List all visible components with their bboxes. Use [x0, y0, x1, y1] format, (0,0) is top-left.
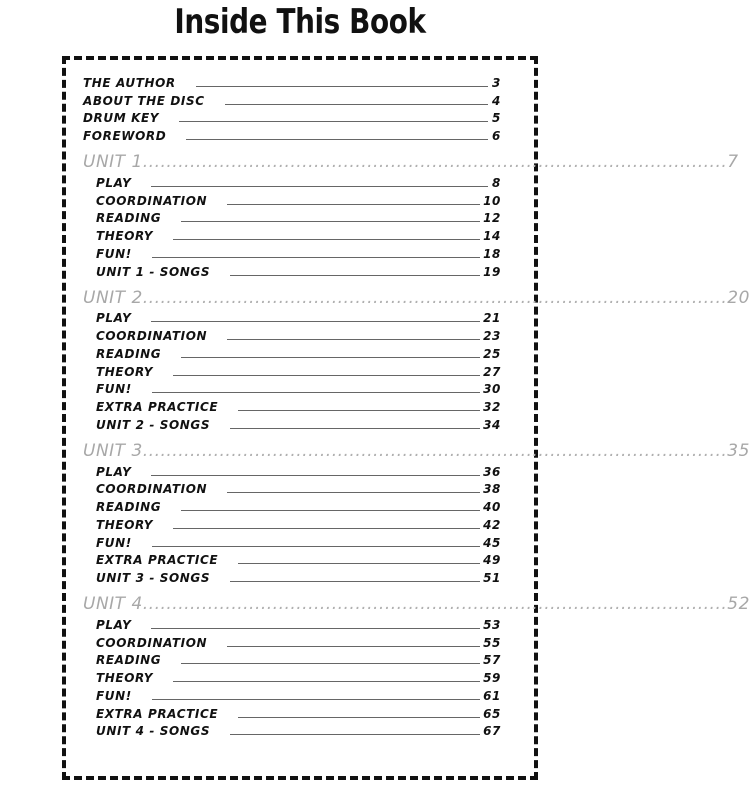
unit-heading-dots: ...................................................................................................: [142, 152, 728, 172]
toc-entry-reading[interactable]: [83, 208, 501, 226]
toc-leader-line: [181, 221, 480, 222]
toc-entry-page: 8: [492, 175, 501, 190]
unit-heading-page: 35: [727, 440, 750, 461]
toc-leader-line: [173, 528, 480, 529]
toc-entry-page: 30: [483, 382, 501, 397]
unit-2-section: [83, 287, 750, 432]
page-title: Inside This Book: [174, 2, 426, 42]
unit-heading-page: 52: [727, 594, 750, 614]
toc-leader-line: [152, 546, 480, 547]
toc-entry-label: FUN!: [96, 246, 132, 261]
toc-entry-page: 38: [483, 482, 501, 497]
toc-entry-label: ABOUT THE DISC: [83, 93, 205, 108]
toc-entry-page: 61: [483, 688, 501, 703]
unit-heading-dots: ...................................................................................................: [142, 594, 728, 614]
toc-entry-page: 14: [483, 229, 501, 243]
toc-entry-label: READING: [96, 653, 162, 668]
toc-leader-line: [230, 275, 480, 276]
toc-entry-reading[interactable]: [83, 496, 501, 514]
toc-entry-label: READING: [96, 211, 162, 226]
toc-entry-page: 6: [492, 129, 501, 143]
unit-heading-page: 7: [727, 152, 739, 172]
toc-entry-fun[interactable]: [83, 243, 501, 261]
toc-leader-line: [151, 628, 480, 629]
toc-entry-play[interactable]: [83, 308, 501, 326]
toc-leader-line: [173, 239, 480, 240]
toc-leader-line: [238, 410, 480, 411]
unit-1-section: [83, 151, 739, 279]
toc-entry-label: FOREWORD: [83, 129, 167, 143]
toc-leader-line: [227, 646, 480, 647]
toc-entry-page: 19: [483, 264, 501, 279]
front-matter-section: [83, 72, 501, 143]
toc-entry-label: FUN!: [96, 688, 132, 703]
toc-entry-page: 36: [483, 464, 501, 479]
toc-entry-page: 45: [483, 535, 501, 550]
toc-entry-label: PLAY: [96, 311, 132, 326]
toc-entry-page: 12: [483, 211, 501, 226]
unit-heading-dots: ...................................................................................................: [142, 440, 728, 461]
toc-entry-page: 32: [483, 400, 501, 414]
toc-entry-label: THEORY: [96, 364, 154, 379]
toc-entry-unit-songs[interactable]: [83, 567, 501, 585]
toc-entry-page: 42: [483, 517, 501, 532]
toc-entry-theory[interactable]: [83, 514, 501, 532]
toc-entry-coordination[interactable]: [83, 479, 501, 497]
toc-entry-extra-practice[interactable]: [83, 396, 501, 414]
toc-entry-label: DRUM KEY: [83, 111, 160, 126]
toc-entry-label: THEORY: [96, 671, 154, 685]
toc-entry-page: 65: [483, 706, 501, 721]
toc-entry-reading[interactable]: [83, 650, 501, 668]
toc-entry-play[interactable]: [83, 172, 501, 190]
toc-entry-extra-practice[interactable]: [83, 703, 501, 721]
toc-leader-line: [238, 563, 480, 564]
toc-entry-page: 25: [483, 346, 501, 361]
toc-entry-label: UNIT 3 - SONGS: [96, 571, 211, 585]
toc-entry-label: COORDINATION: [96, 482, 208, 497]
toc-leader-line: [186, 139, 488, 140]
unit-2-heading[interactable]: [83, 287, 750, 308]
unit-4-heading[interactable]: [83, 593, 750, 614]
toc-entry-page: 34: [483, 417, 501, 432]
toc-entry-label: EXTRA PRACTICE: [96, 706, 219, 721]
toc-leader-line: [181, 663, 480, 664]
toc-leader-line: [181, 357, 480, 358]
toc-entry-page: 27: [483, 364, 501, 379]
toc-leader-line: [151, 321, 480, 322]
toc-leader-line: [227, 204, 480, 205]
toc-entry-page: 51: [483, 571, 501, 585]
toc-entry-about-the-disc[interactable]: [83, 90, 501, 108]
toc-entry-page: 23: [483, 329, 501, 343]
toc-leader-line: [179, 121, 488, 122]
toc-entry-coordination[interactable]: [83, 325, 501, 343]
toc-entry-label: FUN!: [96, 382, 132, 397]
toc-entry-fun[interactable]: [83, 685, 501, 703]
toc-entry-label: EXTRA PRACTICE: [96, 553, 219, 568]
unit-heading-label: UNIT 2: [83, 287, 143, 308]
table-of-contents: [83, 72, 750, 746]
toc-entry-page: 49: [483, 553, 501, 568]
toc-leader-line: [151, 186, 488, 187]
toc-leader-line: [152, 257, 480, 258]
toc-entry-page: 40: [483, 500, 501, 514]
toc-leader-line: [173, 375, 480, 376]
toc-entry-drum-key[interactable]: [83, 108, 501, 126]
toc-leader-line: [230, 734, 480, 735]
toc-leader-line: [152, 699, 480, 700]
unit-3-heading[interactable]: [83, 440, 750, 461]
toc-entry-theory[interactable]: [83, 361, 501, 379]
toc-entry-label: THEORY: [96, 517, 154, 532]
toc-entry-page: 3: [492, 75, 501, 90]
toc-entry-page: 21: [483, 311, 501, 326]
toc-entry-extra-practice[interactable]: [83, 550, 501, 568]
toc-entry-label: UNIT 4 - SONGS: [96, 724, 211, 739]
toc-leader-line: [227, 492, 480, 493]
toc-entry-coordination[interactable]: [83, 632, 501, 650]
toc-entry-page: 57: [483, 653, 501, 668]
toc-entry-label: PLAY: [96, 175, 132, 190]
toc-entry-label: EXTRA PRACTICE: [96, 400, 219, 414]
toc-entry-theory[interactable]: [83, 667, 501, 685]
toc-entry-label: UNIT 1 - SONGS: [96, 264, 211, 279]
toc-entry-label: UNIT 2 - SONGS: [96, 417, 211, 432]
unit-heading-page: 20: [727, 287, 750, 308]
toc-entry-fun[interactable]: [83, 532, 501, 550]
toc-entry-foreword[interactable]: [83, 125, 501, 143]
toc-leader-line: [151, 475, 480, 476]
unit-heading-label: UNIT 1: [83, 152, 143, 172]
toc-leader-line: [230, 428, 480, 429]
toc-entry-label: COORDINATION: [96, 329, 208, 343]
toc-entry-page: 18: [483, 246, 501, 261]
toc-entry-label: PLAY: [96, 464, 132, 479]
toc-leader-line: [196, 86, 488, 87]
toc-entry-page: 59: [483, 671, 501, 685]
toc-entry-page: 4: [492, 93, 501, 108]
toc-entry-page: 55: [483, 635, 501, 650]
toc-entry-theory[interactable]: [83, 225, 501, 243]
toc-entry-page: 10: [483, 193, 501, 208]
toc-entry-unit-songs[interactable]: [83, 261, 501, 279]
toc-entry-label: THEORY: [96, 229, 154, 243]
unit-heading-label: UNIT 3: [83, 440, 143, 461]
toc-entry-coordination[interactable]: [83, 190, 501, 208]
toc-leader-line: [152, 392, 480, 393]
unit-heading-label: UNIT 4: [83, 594, 143, 614]
unit-3-section: [83, 440, 750, 585]
toc-entry-the-author[interactable]: [83, 72, 501, 90]
toc-entry-label: THE AUTHOR: [83, 75, 176, 90]
toc-leader-line: [227, 339, 480, 340]
toc-entry-page: 5: [492, 111, 501, 126]
toc-leader-line: [225, 104, 488, 105]
toc-entry-label: FUN!: [96, 535, 132, 550]
toc-entry-label: READING: [96, 346, 162, 361]
unit-heading-dots: ...................................................................................................: [142, 287, 728, 308]
toc-leader-line: [230, 581, 480, 582]
toc-leader-line: [238, 717, 480, 718]
toc-entry-label: COORDINATION: [96, 193, 208, 208]
toc-leader-line: [181, 510, 480, 511]
toc-entry-label: COORDINATION: [96, 635, 208, 650]
toc-entry-unit-songs[interactable]: [83, 721, 501, 739]
toc-entry-page: 67: [483, 724, 501, 739]
toc-entry-page: 53: [483, 617, 501, 632]
toc-entry-fun[interactable]: [83, 379, 501, 397]
toc-entry-play[interactable]: [83, 614, 501, 632]
toc-entry-label: READING: [96, 500, 162, 514]
toc-entry-reading[interactable]: [83, 343, 501, 361]
toc-leader-line: [173, 681, 480, 682]
unit-4-section: [83, 593, 750, 739]
toc-entry-unit-songs[interactable]: [83, 414, 501, 432]
toc-entry-label: PLAY: [96, 617, 132, 632]
unit-1-heading[interactable]: [83, 151, 739, 172]
toc-entry-play[interactable]: [83, 461, 501, 479]
